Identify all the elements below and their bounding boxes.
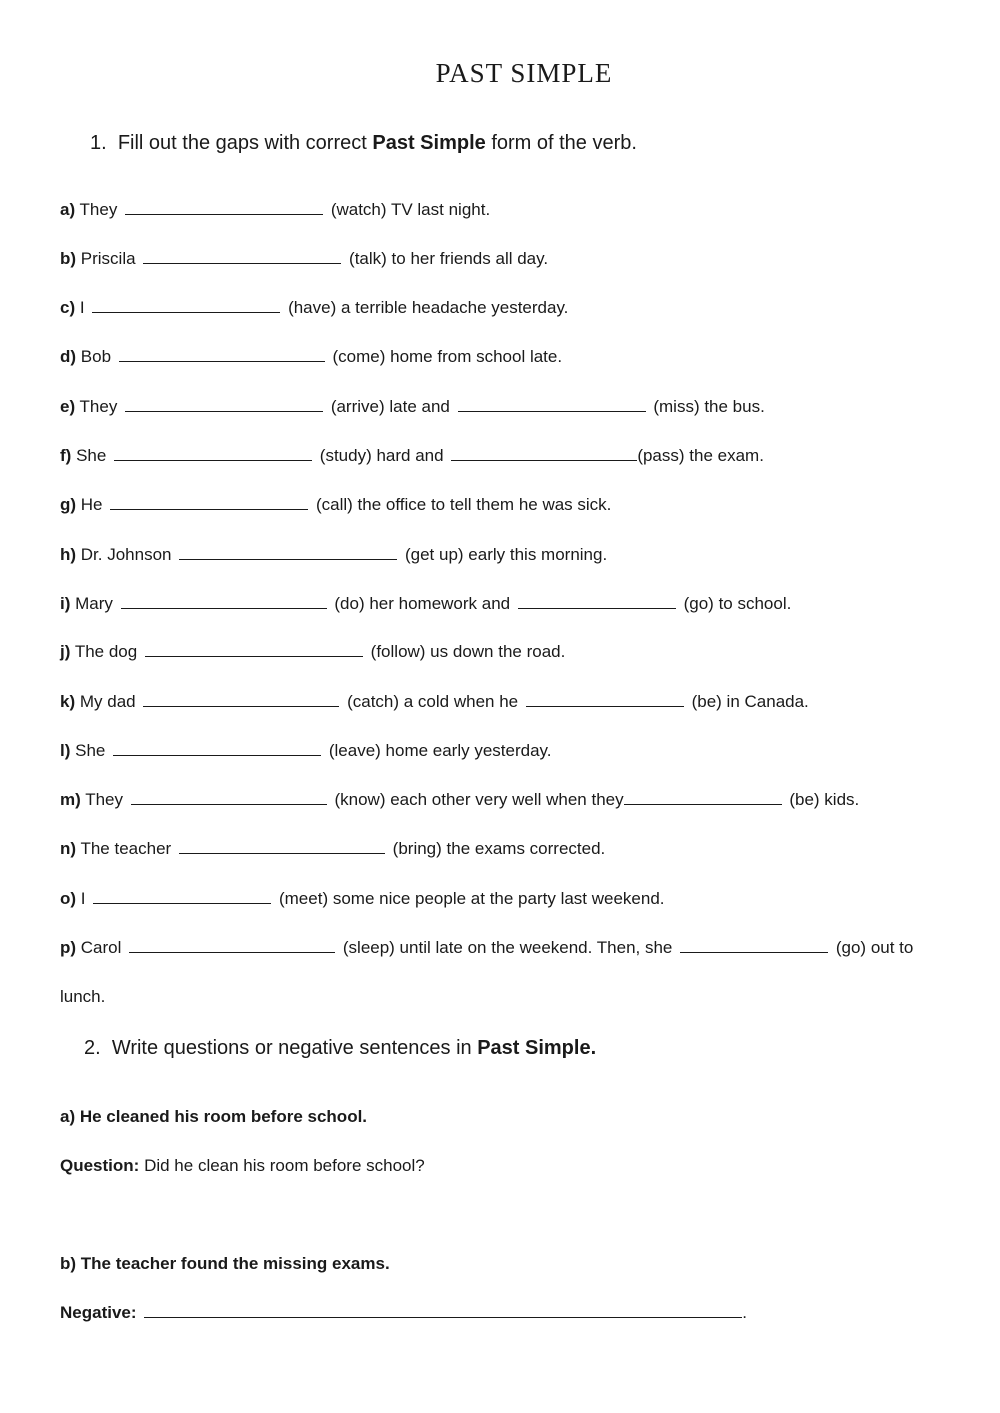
item-start: They	[79, 200, 118, 219]
item-start: She	[76, 446, 107, 465]
answer-gap[interactable]	[145, 642, 363, 657]
answer-gap[interactable]	[179, 839, 385, 854]
answer-gap[interactable]	[179, 545, 397, 560]
item-label: e)	[60, 397, 76, 416]
question-label: Question:	[60, 1156, 140, 1175]
item-hint: (arrive) late and	[330, 397, 450, 416]
item-start: I	[79, 298, 85, 317]
section2-text-before: Write questions or negative sentences in	[111, 1037, 478, 1059]
answer-gap[interactable]	[131, 790, 327, 805]
exercise-item-b	[60, 249, 548, 269]
section2-heading	[84, 1037, 596, 1060]
exercise-item-c	[60, 298, 568, 318]
item-hint: (study) hard and	[319, 446, 444, 465]
item-label: b)	[60, 249, 77, 268]
answer-gap[interactable]	[93, 889, 271, 904]
page-title: PAST SIMPLE	[435, 58, 613, 88]
answer-gap[interactable]	[119, 347, 325, 362]
item-label: m)	[60, 790, 81, 809]
item-hint: (sleep) until late on the weekend. Then, she	[342, 938, 673, 957]
item-label: d)	[60, 347, 77, 366]
exercise-item-n	[60, 839, 605, 859]
question-text: Did he clean his room before school?	[144, 1156, 425, 1175]
item-hint-2: (be) kids.	[789, 790, 860, 809]
item-hint-2: (go) to school.	[683, 594, 792, 613]
item-start: They	[79, 397, 118, 416]
item-start: Priscila	[80, 249, 136, 268]
answer-gap[interactable]	[451, 446, 637, 461]
item-start: He	[80, 495, 103, 514]
section2-item-a: a) He cleaned his room before school.	[60, 1107, 368, 1126]
answer-gap[interactable]	[110, 495, 308, 510]
section2-bold: Past Simple.	[477, 1037, 597, 1059]
item-hint: (know) each other very well when they	[334, 790, 624, 809]
item-hint-2: (pass) the exam.	[637, 446, 764, 465]
answer-gap[interactable]	[143, 249, 341, 264]
item-start: Mary	[75, 594, 113, 613]
item-start: Carol	[80, 938, 122, 957]
answer-gap[interactable]	[129, 938, 335, 953]
section1-number: 1.	[90, 132, 107, 154]
item-hint: (get up) early this morning.	[404, 545, 608, 564]
section1-heading	[90, 132, 637, 155]
section1-text-after: form of the verb.	[485, 132, 637, 154]
exercise-item-i	[60, 594, 791, 614]
answer-gap[interactable]	[121, 594, 327, 609]
question-line	[60, 1156, 425, 1176]
item-hint: (follow) us down the road.	[370, 642, 566, 661]
answer-gap[interactable]	[624, 790, 782, 805]
item-label: c)	[60, 298, 76, 317]
section2-item-b: b) The teacher found the missing exams.	[60, 1254, 390, 1273]
exercise-item-e	[60, 397, 765, 417]
exercise-item-a	[60, 200, 490, 220]
item-hint: (bring) the exams corrected.	[392, 839, 606, 858]
exercise-item-h	[60, 545, 607, 565]
item-hint-2: (go) out to	[835, 938, 914, 957]
item-label: p)	[60, 938, 77, 957]
item-start: She	[75, 741, 106, 760]
item-hint: (have) a terrible headache yesterday.	[288, 298, 569, 317]
item-start: My dad	[79, 692, 136, 711]
exercise-item-g	[60, 495, 611, 515]
section2-number: 2.	[84, 1037, 101, 1059]
exercise-item-f	[60, 446, 764, 466]
item-start: Bob	[80, 347, 112, 366]
answer-gap[interactable]	[680, 938, 828, 953]
item-hint: (call) the office to tell them he was sick.	[315, 495, 612, 514]
item-label: l)	[60, 741, 71, 760]
item-hint: (come) home from school late.	[332, 347, 563, 366]
exercise-item-p	[60, 938, 913, 958]
item-label: f)	[60, 446, 72, 465]
negative-answer-gap[interactable]	[144, 1303, 742, 1318]
answer-gap[interactable]	[143, 692, 339, 707]
item-label: g)	[60, 495, 77, 514]
item-hint-2: (miss) the bus.	[653, 397, 765, 416]
answer-gap[interactable]	[518, 594, 676, 609]
item-hint: (catch) a cold when he	[347, 692, 519, 711]
answer-gap[interactable]	[125, 200, 323, 215]
item-hint: (talk) to her friends all day.	[349, 249, 549, 268]
item-hint: (watch) TV last night.	[330, 200, 491, 219]
answer-gap[interactable]	[113, 741, 321, 756]
item-label: n)	[60, 839, 77, 858]
item-start: Dr. Johnson	[80, 545, 172, 564]
negative-line	[60, 1303, 747, 1323]
exercise-item-o	[60, 889, 665, 909]
answer-gap[interactable]	[114, 446, 312, 461]
item-start: The dog	[74, 642, 138, 661]
item-hint: (do) her homework and	[334, 594, 511, 613]
item-label: o)	[60, 889, 77, 908]
negative-label: Negative:	[60, 1303, 137, 1322]
item-hint: (leave) home early yesterday.	[328, 741, 552, 760]
section1-bold: Past Simple	[372, 132, 486, 154]
item-start: I	[80, 889, 86, 908]
item-start: They	[85, 790, 123, 809]
exercise-item-j	[60, 642, 565, 662]
item-start: The teacher	[80, 839, 172, 858]
exercise-item-l	[60, 741, 552, 761]
section1-text-before: Fill out the gaps with correct	[117, 132, 373, 154]
item-label: h)	[60, 545, 77, 564]
item-hint-2: (be) in Canada.	[691, 692, 809, 711]
item-label: j)	[60, 642, 71, 661]
item-hint: (meet) some nice people at the party last weekend.	[278, 889, 665, 908]
item-label: k)	[60, 692, 76, 711]
negative-end: .	[742, 1303, 747, 1322]
exercise-item-m	[60, 790, 859, 810]
item-label: i)	[60, 594, 71, 613]
answer-gap[interactable]	[125, 397, 323, 412]
answer-gap[interactable]	[458, 397, 646, 412]
exercise-item-k	[60, 692, 809, 712]
answer-gap[interactable]	[92, 298, 280, 313]
exercise-item-d	[60, 347, 562, 367]
item-p-continuation: lunch.	[60, 987, 106, 1006]
answer-gap[interactable]	[526, 692, 684, 707]
item-label: a)	[60, 200, 76, 219]
